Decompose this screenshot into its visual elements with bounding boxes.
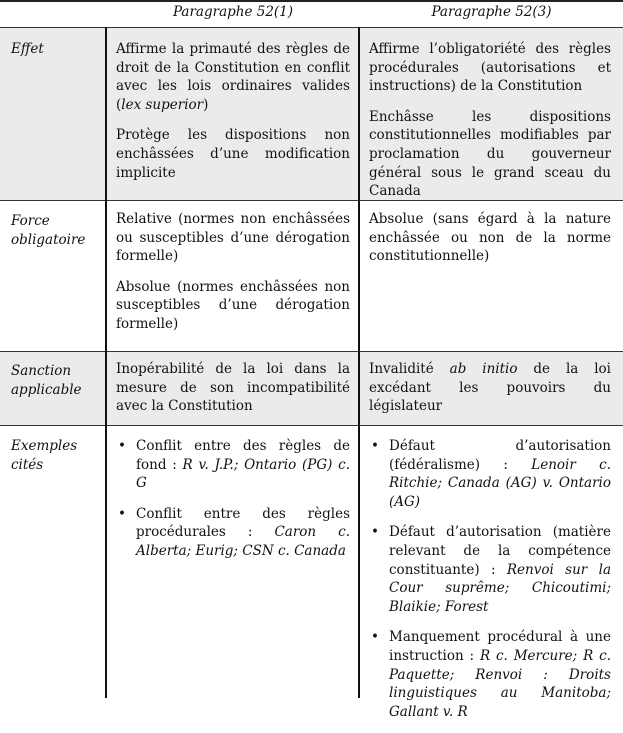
- row-label-effet: Effet: [11, 41, 44, 57]
- cell-paragraph: Enchâsse les dispositions constitutionnelles modifiables par proclamation du gouverneur général sous le grand sceau du Canada: [369, 108, 611, 200]
- cell-force-52-1: [116, 210, 350, 346]
- list-item: • Manquement procédural à une instruction : R c. Mercure; R c. Paquette; Renvoi : Droits linguistiques au Manitoba; Gallant v. R: [371, 629, 611, 720]
- cell-paragraph: Absolue (sans égard à la nature enchâssée ou non de la norme constitutionnelle): [369, 211, 611, 265]
- bullet-icon: •: [371, 524, 379, 541]
- list-item: • Conflit entre des règles de fond : R v. J.P.; Ontario (PG) c. G: [118, 438, 351, 492]
- table-top-rule: [0, 0, 623, 2]
- row-label-sanction-applicable: Sanction applicable: [11, 363, 82, 398]
- cell-paragraph: Inopérabilité de la loi dans la mesure de son incompatibilité avec la Constitution: [116, 361, 350, 415]
- cell-paragraph: Protège les dispositions non enchâssées d’une modification implicite: [116, 127, 350, 181]
- cell-sanction-52-1: [116, 360, 350, 428]
- bullet-icon: •: [371, 629, 379, 646]
- list-item: • Conflit entre des règles procédurales : Caron c. Alberta; Eurig; CSN c. Canada: [118, 505, 351, 559]
- examples-list: [116, 437, 350, 561]
- column-header-52-3: Paragraphe 52(3): [431, 4, 552, 20]
- cell-exemples-52-1: [116, 437, 350, 573]
- cell-paragraph: Invalidité ab initio de la loi excédant les pouvoirs du législateur: [369, 361, 611, 415]
- column-rule-left: [105, 27, 107, 698]
- cell-paragraph: Absolue (normes enchâssées non susceptibles d’une dérogation formelle): [116, 278, 350, 332]
- cell-paragraph: Relative (normes non enchâssées ou susceptibles d’une dérogation formelle): [116, 211, 350, 265]
- cell-force-52-3: [369, 210, 611, 278]
- bullet-icon: •: [118, 438, 126, 454]
- bullet-icon: •: [118, 505, 126, 522]
- list-item: • Défaut d’autorisation (fédéralisme) : Lenoir c. Ritchie; Canada (AG) v. Ontario (AG): [371, 438, 611, 510]
- cell-exemples-52-3: [369, 437, 611, 733]
- row-label-force-obligatoire: Force obligatoire: [11, 213, 86, 248]
- cell-paragraph: Affirme la primauté des règles de droit de la Constitution en conflit avec les lois ordinaires valides (lex superior): [116, 41, 350, 113]
- column-rule-right: [358, 27, 360, 698]
- bullet-icon: •: [371, 438, 379, 454]
- cell-paragraph: Affirme l’obligatoriété des règles procédurales (autorisations et instructions) de la Constitution: [369, 41, 611, 95]
- row-label-exemples-cites: Exemples cités: [11, 438, 78, 473]
- column-header-52-1: Paragraphe 52(1): [172, 4, 294, 20]
- examples-list: [369, 437, 611, 721]
- cell-effet-52-1: [116, 40, 350, 194]
- row-divider: [0, 351, 623, 352]
- cell-sanction-52-3: [369, 360, 611, 428]
- list-item: • Défaut d’autorisation (matière relevant de la compétence constituante) : Renvoi sur la Cour suprême; Chicoutimi; Blaikie; Forest: [371, 524, 611, 615]
- cell-effet-52-3: [369, 40, 611, 213]
